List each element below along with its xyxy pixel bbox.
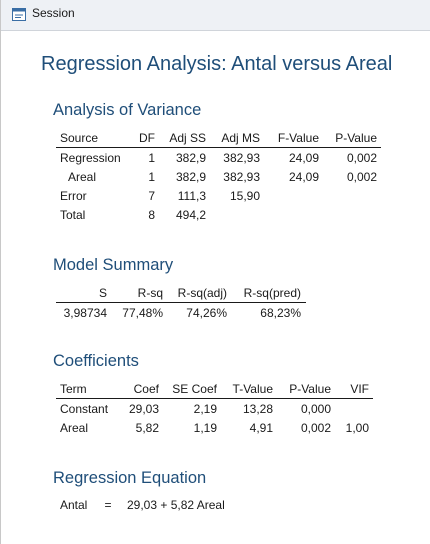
model-summary-r-sq: 77,48% [122, 306, 163, 320]
anova-adj-ss: 494,2 [175, 208, 206, 222]
anova-adj-ms: 15,90 [229, 189, 260, 203]
anova-f-value: 24,09 [288, 170, 319, 184]
model-summary-s: 3,98734 [63, 306, 107, 320]
anova-adj-ms: 382,93 [223, 170, 260, 184]
model-summary-r-sq-adj: 74,26% [186, 306, 227, 320]
equation-rhs: 29,03 + 5,82 Areal [127, 498, 225, 512]
coefficients-p-value: 0,000 [300, 402, 331, 416]
model-summary-header-rule [56, 302, 306, 303]
coefficients-header-p-value: P-Value [289, 382, 331, 396]
model-summary-header-r-sq-adj: R-sq(adj) [177, 286, 227, 300]
coefficients-vif: 1,00 [345, 421, 369, 435]
anova-header-rule [56, 147, 381, 148]
anova-df: 1 [148, 170, 155, 184]
model-summary-header-r-sq-pred: R-sq(pred) [243, 286, 301, 300]
anova-adj-ss: 111,3 [177, 189, 206, 203]
anova-source: Regression [60, 151, 121, 165]
anova-header-adj-ss: Adj SS [169, 131, 206, 145]
model-summary-title: Model Summary [53, 256, 174, 274]
anova-f-value: 24,09 [288, 151, 319, 165]
anova-adj-ms: 382,93 [223, 151, 260, 165]
anova-adj-ss: 382,9 [175, 170, 206, 184]
coefficients-coef: 5,82 [135, 421, 159, 435]
anova-p-value: 0,002 [346, 170, 377, 184]
anova-source: Areal [68, 170, 97, 184]
coefficients-header-coef: Coef [133, 382, 159, 396]
coefficients-se-coef: 1,19 [193, 421, 217, 435]
anova-df: 7 [148, 189, 155, 203]
anova-header-p-value: P-Value [335, 131, 377, 145]
anova-header-f-value: F-Value [277, 131, 319, 145]
session-window-icon [12, 8, 26, 21]
anova-adj-ss: 382,9 [175, 151, 206, 165]
equation-equals: = [104, 498, 112, 512]
coefficients-p-value: 0,002 [300, 421, 331, 435]
coefficients-t-value: 13,28 [242, 402, 273, 416]
anova-df: 8 [148, 208, 155, 222]
model-summary-header-s: S [98, 286, 107, 300]
report-title: Regression Analysis: Antal versus Areal [41, 53, 393, 75]
coefficients-header-se-coef: SE Coef [172, 382, 217, 396]
anova-source: Total [60, 208, 86, 222]
coefficients-header-t-value: T-Value [232, 382, 273, 396]
coefficients-term: Constant [60, 402, 109, 416]
anova-p-value: 0,002 [346, 151, 377, 165]
model-summary-r-sq-pred: 68,23% [260, 306, 301, 320]
anova-header-df: DF [139, 131, 155, 145]
coefficients-term: Areal [60, 421, 89, 435]
equation-lhs: Antal [60, 498, 88, 512]
coefficients-se-coef: 2,19 [193, 402, 217, 416]
coefficients-title: Coefficients [53, 352, 139, 370]
anova-df: 1 [148, 151, 155, 165]
coefficients-t-value: 4,91 [249, 421, 273, 435]
anova-title: Analysis of Variance [53, 101, 202, 119]
anova-header-adj-ms: Adj MS [221, 131, 260, 145]
coefficients-header-vif: VIF [350, 382, 369, 396]
anova-source: Error [60, 189, 87, 203]
regression-equation-title: Regression Equation [53, 469, 207, 487]
coefficients-coef: 29,03 [128, 402, 159, 416]
title-bar[interactable] [1, 0, 430, 31]
window-title: Session [32, 6, 75, 20]
model-summary-header-r-sq: R-sq [137, 286, 163, 300]
coefficients-header-term: Term [60, 382, 87, 396]
anova-header-source: Source [60, 131, 99, 145]
session-output[interactable] [1, 31, 430, 544]
coefficients-header-rule [56, 398, 373, 399]
